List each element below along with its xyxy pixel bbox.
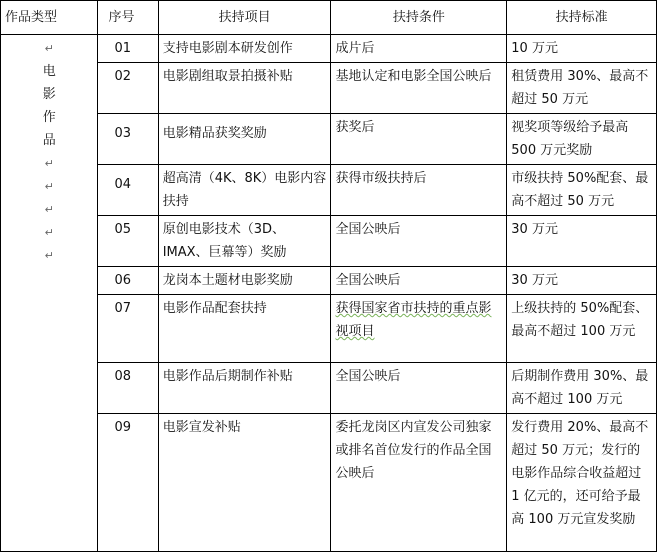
- row-num-text: 03: [114, 126, 131, 141]
- header-row: [1, 1, 657, 35]
- row-item: 电影宣发补贴: [158, 414, 331, 552]
- category-char: 作: [42, 110, 56, 125]
- row-num: [98, 165, 158, 216]
- row-item-text: 电影精品获奖奖励: [162, 126, 267, 141]
- row-cond: 获得市级扶持后: [331, 165, 507, 216]
- row-cond: 基地认定和电影全国公映后: [331, 63, 507, 114]
- table-row: [1, 216, 657, 267]
- category-cell: [1, 35, 98, 552]
- row-num: 09: [98, 414, 158, 552]
- paragraph-mark-icon: ↵: [44, 249, 54, 262]
- row-num: [98, 114, 158, 165]
- row-item: 电影作品配套扶持: [158, 295, 331, 363]
- paragraph-mark-icon: ↵: [44, 203, 54, 216]
- row-num: 08: [98, 363, 158, 414]
- row-num: 05: [98, 216, 158, 267]
- paragraph-mark-icon: ↵: [44, 42, 54, 55]
- paragraph-mark-icon: ↵: [44, 157, 54, 170]
- row-cond: 委托龙岗区内宣发公司独家或排名首位发行的作品全国公映后: [331, 414, 507, 552]
- row-std: 市级扶持 50%配套、最高不超过 50 万元: [507, 165, 657, 216]
- row-item: 原创电影技术（3D、IMAX、巨幕等）奖励: [158, 216, 331, 267]
- header-cond: 扶持条件: [331, 1, 507, 35]
- row-std: 30 万元: [507, 267, 657, 295]
- table-row: [1, 114, 657, 165]
- row-num: 01: [98, 35, 158, 63]
- category-char: 影: [42, 87, 56, 102]
- table-row: [1, 63, 657, 114]
- row-cond: [331, 295, 507, 363]
- row-cond: 全国公映后: [331, 216, 507, 267]
- table-row: [1, 363, 657, 414]
- row-cond: 获奖后: [331, 114, 507, 165]
- table-row: [1, 165, 657, 216]
- row-item: [158, 114, 331, 165]
- paragraph-mark-icon: ↵: [44, 226, 54, 239]
- row-std: 上级扶持的 50%配套、最高不超过 100 万元: [507, 295, 657, 363]
- category-char: 电: [42, 64, 56, 79]
- row-cond: 成片后: [331, 35, 507, 63]
- table-row: [1, 295, 657, 363]
- header-std: 扶持标准: [507, 1, 657, 35]
- header-type: 作品类型: [1, 1, 98, 35]
- table-row: [1, 267, 657, 295]
- table-row: [1, 35, 657, 63]
- row-std: 租赁费用 30%、最高不超过 50 万元: [507, 63, 657, 114]
- row-num-text: 04: [114, 177, 131, 192]
- row-std: 视奖项等级给予最高 500 万元奖励: [507, 114, 657, 165]
- row-cond: 全国公映后: [331, 267, 507, 295]
- row-num: 06: [98, 267, 158, 295]
- row-item: 电影剧组取景拍摄补贴: [158, 63, 331, 114]
- row-item: 超高清（4K、8K）电影内容扶持: [158, 165, 331, 216]
- row-item: 龙岗本土题材电影奖励: [158, 267, 331, 295]
- row-cond-text: 获得国家省市扶持的重点影视项目: [335, 301, 492, 339]
- row-std: 30 万元: [507, 216, 657, 267]
- row-std: 后期制作费用 30%、最高不超过 100 万元: [507, 363, 657, 414]
- row-item: 电影作品后期制作补贴: [158, 363, 331, 414]
- paragraph-mark-icon: ↵: [44, 180, 54, 193]
- row-num: 02: [98, 63, 158, 114]
- table-row: [1, 414, 657, 552]
- category-char: 品: [42, 133, 56, 148]
- row-cond: 全国公映后: [331, 363, 507, 414]
- header-num: 序号: [98, 1, 158, 35]
- row-num: 07: [98, 295, 158, 363]
- header-item: 扶持项目: [158, 1, 331, 35]
- row-std: 10 万元: [507, 35, 657, 63]
- row-std: 发行费用 20%、最高不超过 50 万元；发行的电影作品综合收益超过 1 亿元的，还可给予最高 100 万元宣发奖励: [507, 414, 657, 552]
- row-item: 支持电影剧本研发创作: [158, 35, 331, 63]
